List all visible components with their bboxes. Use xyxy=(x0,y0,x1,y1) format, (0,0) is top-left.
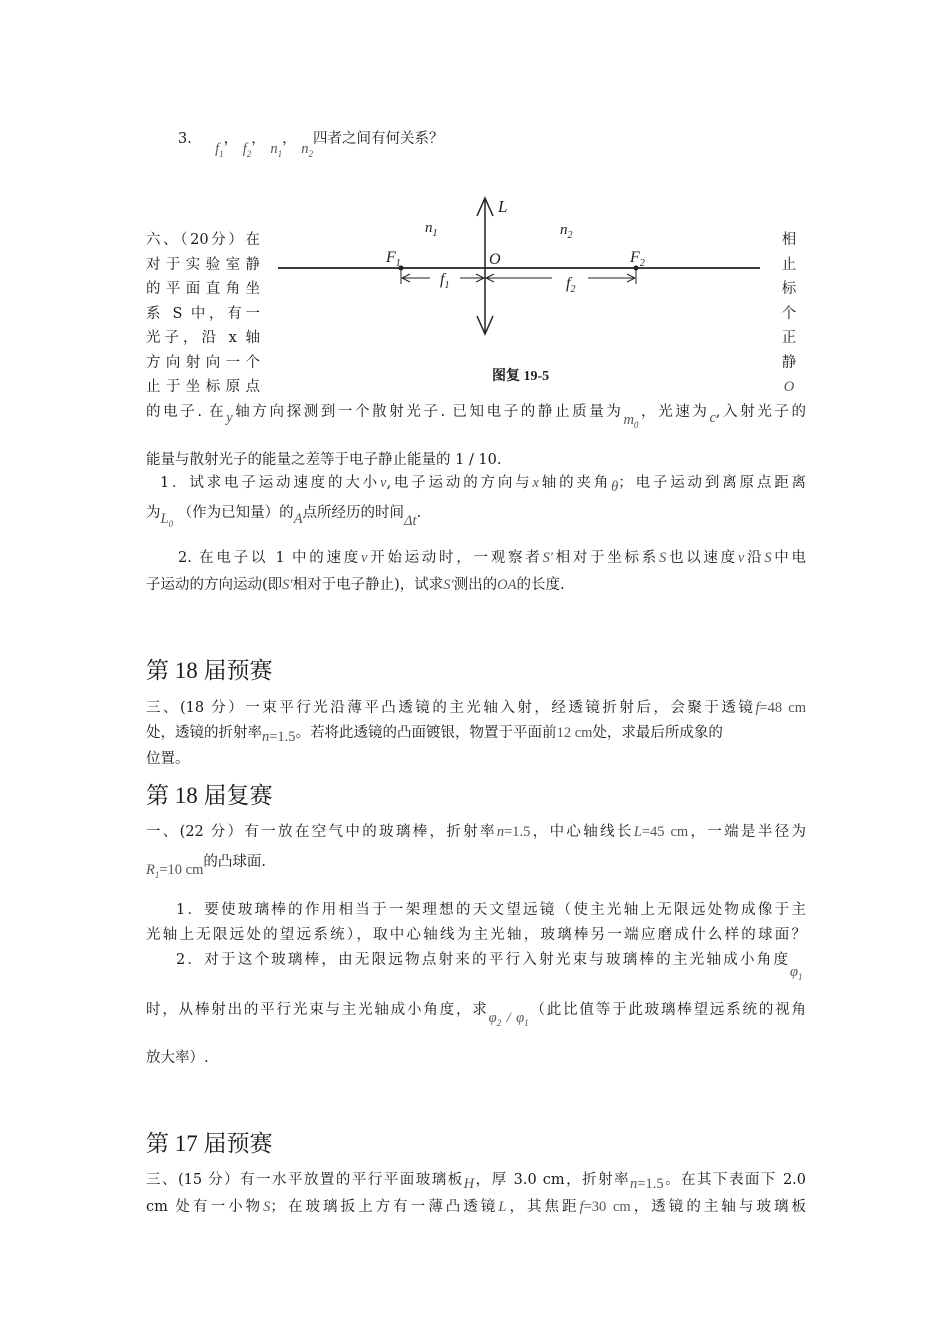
n2-symbol: $n_2$ xyxy=(301,141,313,159)
label-F1: $F_1$ xyxy=(386,249,401,269)
s18re-p2-line2: 时，从棒射出的平行光束与主光轴成小角度，求$\varphi_2 / \varphi_1$（此比值等于此玻璃棒望远系统的视角 xyxy=(146,1002,807,1028)
s18re-line2: $R_1=10$ cm的凸球面. xyxy=(146,854,266,880)
label-n1: $n_1$ xyxy=(425,220,438,239)
label-f2: $f_2$ xyxy=(566,275,576,295)
f1-symbol: $f_1$ xyxy=(215,141,224,159)
s18pre-line2: 处，透镜的折射率n=1.5。若将此透镜的凸面镀银，物置于平面前12 cm处，求最后所成象的 xyxy=(146,725,723,745)
label-n2: $n_2$ xyxy=(560,222,573,241)
lens-figure xyxy=(270,188,770,388)
q6-line2: 能量与散射光子的能量之差等于电子静止能量的 1 / 10. xyxy=(146,452,502,468)
label-O: O xyxy=(489,251,501,268)
focal-point-f2 xyxy=(634,266,639,271)
s18re-p1-line2: 光轴上无限远处的望远系统），取中心轴线为主光轴，玻璃棒另一端应磨成什么样的球面？ xyxy=(146,927,806,943)
q6-left-column: 六、（20分）在 对于实验室静 的平面直角坐 系 S 中，有一 光子，沿 x 轴 方向射向一个 止于坐标原点 xyxy=(146,232,260,395)
q6-line1: 的电子. 在y轴方向探测到一个散射光子. 已知电子的静止质量为$m_0$，光速为c,入射光子的 xyxy=(146,404,807,430)
s18pre-line1: 三、(18 分）一束平行光沿薄平凸透镜的主光轴入射，经透镜折射后，会聚于透镜f=48 cm xyxy=(146,700,806,716)
s17pre-line1: 三、(15 分）有一水平放置的平行平面玻璃板H，厚 3.0 cm，折射率n=1.5。在其下表面下 2.0 xyxy=(146,1172,807,1192)
s18pre-line3: 位置。 xyxy=(146,751,190,767)
q3-line: 3. $f_1$， $f_2$， $n_1$， $n_2$四者之间有何关系？ xyxy=(178,131,444,159)
figure-caption: 图复 19-5 xyxy=(492,369,550,384)
q6-part2-line1: 2. 在电子以 1 中的速度v开始运动时，一观察者S′相对于坐标系S也以速度v沿S中电 xyxy=(178,550,807,566)
heading-18-final: 第 18 届复赛 xyxy=(146,783,273,808)
s18re-p2-phi1: $\varphi_1$ xyxy=(790,964,803,982)
heading-17-prelim: 第 17 届预赛 xyxy=(146,1131,273,1156)
s18re-p2-line1: 2．对于这个玻璃棒，由无限远物点射来的平行入射光束与玻璃棒的主光轴成小角度 xyxy=(176,952,788,968)
q6-part2-line2: 子运动的方向运动(即S′相对于电子静止)，试求S′测出的OA的长度. xyxy=(146,577,565,593)
s18re-line1: 一、(22 分）有一放在空气中的玻璃棒，折射率n=1.5，中心轴线长L=45 cm，一端是半径为 xyxy=(146,824,807,840)
n1-symbol: $n_1$ xyxy=(270,141,283,159)
q6-right-column: 相 止 标 个 正 静 O xyxy=(781,232,797,395)
label-L: L xyxy=(498,197,508,216)
heading-18-prelim: 第 18 届预赛 xyxy=(146,658,273,683)
q6-part1-line2: 为$L_0$ （作为已知量）的A点所经历的时间Δt. xyxy=(146,505,422,529)
q6-part1-line1: 1．试求电子运动速度的大小v,电子运动的方向与x轴的夹角θ；电子运动到离原点距离 xyxy=(160,475,807,495)
s17pre-line2: cm 处有一小物S；在玻璃扳上方有一薄凸透镜L，其焦距f=30 cm，透镜的主轴与玻璃板 xyxy=(146,1199,807,1215)
f2-symbol: $f_2$ xyxy=(242,141,252,159)
label-f1: $f_1$ xyxy=(440,271,450,291)
label-F2: $F_2$ xyxy=(630,249,645,269)
s18re-p1-line1: 1．要使玻璃棒的作用相当于一架理想的天文望远镜（使主光轴上无限远处物成像于主 xyxy=(176,902,806,918)
s18re-p2-line3: 放大率）. xyxy=(146,1050,209,1066)
